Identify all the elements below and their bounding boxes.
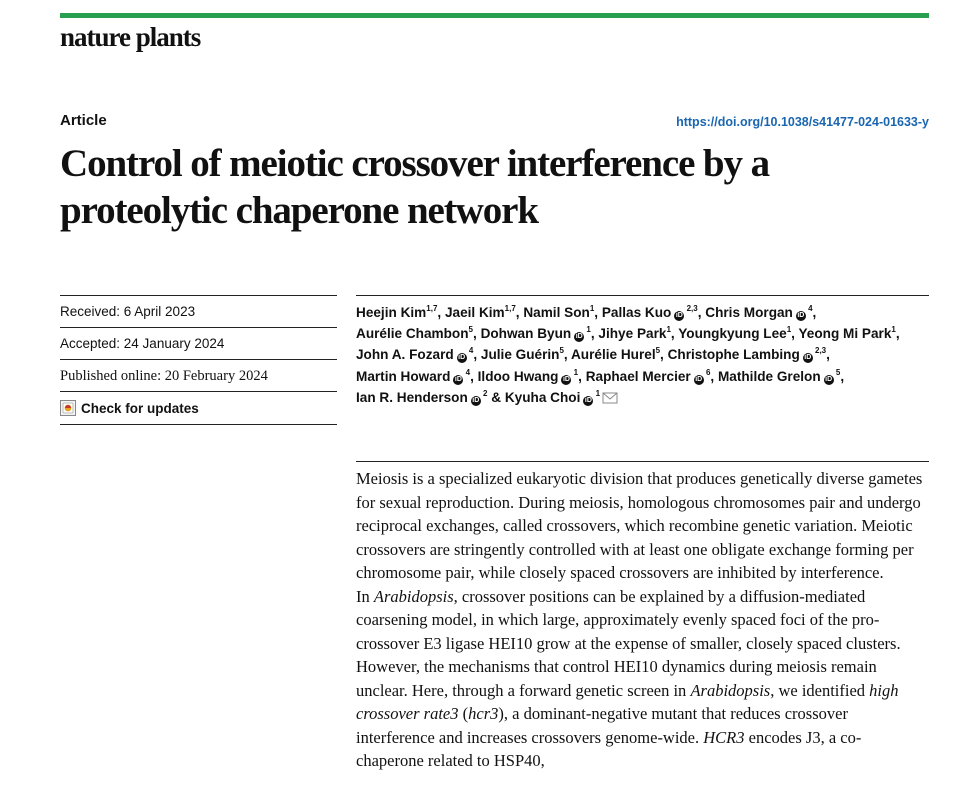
author-affiliation: 4	[463, 367, 471, 377]
orcid-icon[interactable]: iD	[804, 354, 812, 362]
author-name-text: Jihye Park	[598, 326, 667, 342]
journal-top-bar	[60, 13, 929, 18]
author-affiliation: 1	[891, 325, 896, 335]
author-affiliation: 6	[703, 367, 711, 377]
orcid-icon[interactable]: iD	[675, 312, 683, 319]
species-name: Arabidopsis	[690, 680, 771, 700]
author-name-text: Ian R. Henderson	[356, 389, 468, 405]
author-name[interactable]	[356, 305, 437, 320]
author-name-text: Julie Guérin	[480, 347, 560, 363]
author-name-text: Aurélie Hurel	[570, 347, 656, 363]
author-name-text: Aurélie Chambon	[356, 326, 469, 342]
check-for-updates[interactable]	[60, 391, 337, 425]
gene-name: HCR3	[703, 727, 745, 747]
orcid-icon[interactable]: iD	[454, 375, 462, 383]
author-name-text: Pallas Kuo	[601, 305, 672, 320]
author-affiliation: 4	[805, 304, 813, 313]
author-name[interactable]	[356, 326, 473, 341]
author-name-text: Christophe Lambing	[667, 347, 800, 363]
author-name-text: Kyuha Choi	[504, 389, 581, 405]
orcid-icon[interactable]: iD	[825, 375, 833, 383]
author-name-text: Namil Son	[523, 305, 590, 320]
orcid-icon[interactable]: iD	[584, 396, 592, 404]
orcid-icon[interactable]: iD	[472, 396, 480, 404]
species-name: Arabidopsis	[373, 586, 454, 606]
author-affiliation: 1	[571, 367, 579, 377]
article-dates	[60, 295, 337, 425]
mutant-name: high crossover rate3	[356, 680, 899, 723]
abstract-text: ), a dominant-negative mutant that reduces crossover interference and increases crossovers genome-wide.	[356, 704, 848, 747]
author-name-text: Dohwan Byun	[480, 326, 572, 342]
check-for-updates-icon	[60, 400, 76, 416]
author-affiliation: 5	[833, 367, 841, 377]
orcid-icon[interactable]: iD	[797, 312, 805, 319]
doi-link[interactable]: https://doi.org/10.1038/s41477-024-01633-y	[676, 115, 929, 129]
mutant-abbreviation: hcr3	[468, 704, 499, 723]
author-affiliation: 4	[466, 346, 474, 356]
orcid-icon[interactable]: iD	[695, 375, 703, 383]
author-name[interactable]	[705, 305, 812, 320]
author-affiliation: 5	[559, 346, 564, 356]
author-affiliation: 1,7	[504, 304, 516, 313]
author-name-text: Yeong Mi Park	[798, 326, 892, 342]
author-affiliation: 1	[593, 388, 601, 398]
author-name[interactable]	[505, 390, 618, 405]
author-name[interactable]	[523, 305, 594, 320]
author-name[interactable]	[571, 347, 660, 362]
author-name[interactable]	[678, 326, 791, 341]
check-for-updates-label: Check for updates	[81, 400, 199, 416]
abstract-text: (	[458, 704, 469, 723]
author-list: Heejin Kim$^{1,7}$, Jaeil Kim$^{1,7}$, Namil Son$^1$, Pallas Kuo iD $^{2,3}$, Chris Morgan iD $^4$, Aurélie Chambon$^5$, Dohwan Byun iD $^1$, Jihye Park$^1$, Youngkyung Lee$^1$, Yeong Mi Park$^1$, John A. Fozard iD $^4$, Julie Guérin$^5$, Aurélie Hurel$^5$, Christophe Lambing iD $^{2,3}$, Martin Howard iD $^4$, Ildoo Hwang iD $^1$, Raphael Mercier iD $^6$, Mathilde Grelon iD $^5$, Ian R. Henderson iD $^2$ & Kyuha Choi iD $^1$	[356, 295, 929, 408]
author-name-text: Raphael Mercier	[585, 368, 691, 384]
author-affiliation: 1	[584, 325, 591, 335]
abstract	[356, 461, 929, 773]
author-affiliation: 5	[468, 325, 473, 335]
published-date: Published online: 20 February 2024	[60, 359, 337, 391]
author-name[interactable]	[356, 390, 487, 405]
author-name-text: Chris Morgan	[705, 305, 793, 320]
author-name[interactable]	[598, 326, 670, 341]
email-icon[interactable]	[602, 392, 618, 404]
author-name[interactable]	[718, 369, 840, 384]
author-name[interactable]	[481, 326, 591, 341]
author-affiliation: 1	[589, 304, 595, 313]
abstract-paragraph-2	[356, 585, 929, 773]
author-name-text: Heejin Kim	[356, 305, 427, 320]
author-name-text: Ildoo Hwang	[477, 368, 559, 384]
author-name[interactable]	[586, 369, 711, 384]
author-affiliation: 1	[666, 325, 671, 335]
accepted-date: Accepted: 24 January 2024	[60, 327, 337, 359]
author-affiliation: 2,3	[684, 304, 698, 313]
author-name-text: Martin Howard	[356, 368, 451, 384]
author-name-text: Mathilde Grelon	[717, 368, 821, 384]
author-name[interactable]	[798, 326, 895, 341]
author-name[interactable]	[478, 369, 578, 384]
abstract-paragraph-1: Meiosis is a specialized eukaryotic division that produces genetically diverse gametes for sexual reproduction. During meiosis, homologous chromosomes pair and undergo reciprocal exchanges, called crossovers, which recombine genetic variation. Meiotic crossovers are stringently controlled with at least one obligate exchange forming per chromosome pair, while closely spaced crossovers are inhibited by interference.	[356, 469, 923, 582]
author-name-text: John A. Fozard	[356, 347, 454, 363]
author-name[interactable]	[602, 305, 698, 320]
author-name[interactable]	[356, 369, 470, 384]
author-name-text: Youngkyung Lee	[678, 326, 787, 342]
author-name[interactable]	[356, 347, 473, 362]
paper-title: Control of meiotic crossover interference by a proteolytic chaperone network	[60, 142, 769, 232]
orcid-icon[interactable]: iD	[562, 375, 570, 383]
author-name-text: Jaeil Kim	[444, 305, 505, 320]
orcid-icon[interactable]: iD	[458, 354, 466, 362]
author-affiliation: 1,7	[426, 304, 438, 313]
author-affiliation: 2,3	[812, 346, 827, 356]
abstract-text: In	[356, 586, 374, 606]
author-affiliation: 2	[480, 388, 488, 398]
author-name[interactable]	[481, 347, 564, 362]
abstract-text: , crossover positions can be explained by a diffusion-mediated coarsening model, in which large, approximately evenly spaced foci of the pro-crossover E3 ligase HEI10 grow at the expense of smaller, closely spaced clusters. However, the mechanisms that control HEI10 dynamics during meiosis remain unclear. Here, through a forward genetic screen in	[356, 586, 901, 700]
orcid-icon[interactable]: iD	[575, 333, 583, 341]
abstract-text: encodes J3, a co-chaperone related to HSP40,	[356, 727, 862, 770]
author-affiliation: 5	[655, 346, 661, 356]
author-name[interactable]	[668, 347, 827, 362]
received-date: Received: 6 April 2023	[60, 295, 337, 327]
author-name[interactable]	[445, 305, 516, 320]
article-type-label: Article	[60, 112, 107, 129]
journal-logo[interactable]: nature plants	[60, 22, 201, 52]
author-affiliation: 1	[786, 325, 792, 335]
abstract-text: , we identified	[770, 680, 870, 700]
